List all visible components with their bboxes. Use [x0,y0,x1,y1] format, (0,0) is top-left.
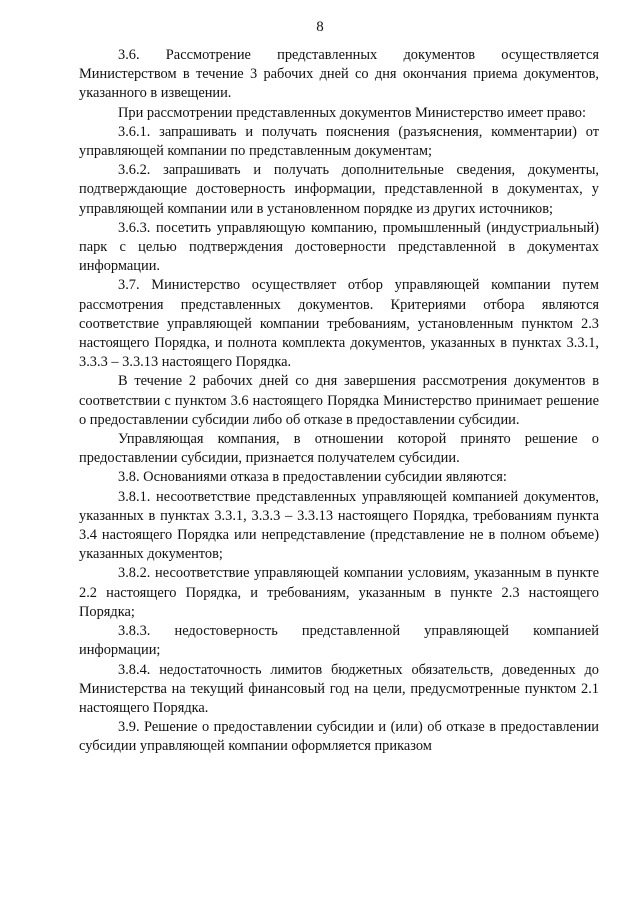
paragraph-3-8-4: 3.8.4. недостаточность лимитов бюджетных обязательств, доведенных до Министерства на текущий финансовый год на цели, предусмотренные пунктом 2.1 настоящего Порядка. [79,661,599,716]
document-body [79,46,599,757]
paragraph-3-6-3: 3.6.3. посетить управляющую компанию, промышленный (индустриальный) парк с целью подтверждения достоверности представленной в документах информации. [79,219,599,275]
paragraph-3-8-1: 3.8.1. несоответствие представленных управляющей компанией документов, указанных в пунктах 3.3.1, 3.3.3 – 3.3.13 настоящего Порядка, требованиям пункта 3.4 настоящего Порядка или непредставление (представление не в полном объеме) указанных документов; [79,488,599,563]
paragraph-decision-deadline: В течение 2 рабочих дней со дня завершения рассмотрения документов в соответствии с пунктом 3.6 настоящего Порядка Министерство принимает решение о предоставлении субсидии либо об отказе в предоставлении субсидии. [79,373,599,428]
paragraph-rights-intro: При рассмотрении представленных документов Министерство имеет право: [118,104,586,121]
paragraph-3-7: 3.7. Министерство осуществляет отбор управляющей компании путем рассмотрения представленных документов. Критериями отбора являются соответствие управляющей компании требованиям, установленным пунктом 2.3 настоящего Порядка, и полнота комплекта документов, указанных в пунктах 3.3.1, 3.3.3 – 3.3.13 настоящего Порядка. [79,277,599,371]
paragraph-3-8-3: 3.8.3. недостоверность представленной управляющей компанией информации; [79,623,599,659]
paragraph-3-9: 3.9. Решение о предоставлении субсидии и (или) об отказе в предоставлении субсидии управляющей компании оформляется приказом [79,719,599,755]
paragraph-recipient: Управляющая компания, в отношении которой принято решение о предоставлении субсидии, признается получателем субсидии. [79,431,599,467]
paragraph-3-6-2: 3.6.2. запрашивать и получать дополнительные сведения, документы, подтверждающие достоверность информации, представленной в документах, у управляющей компании или в установленном порядке из других источников; [79,162,599,217]
paragraph-3-8-2: 3.8.2. несоответствие управляющей компании условиям, указанным в пункте 2.2 настоящего Порядка, и требованиям, указанным в пункте 2.3 настоящего Порядка; [79,565,599,620]
paragraph-3-8: 3.8. Основаниями отказа в предоставлении субсидии являются: [118,469,507,486]
paragraph-3-6-1: 3.6.1. запрашивать и получать пояснения (разъяснения, комментарии) от управляющей компании по представленным документам; [79,123,599,160]
paragraph-3-6: 3.6. Рассмотрение представленных документов осуществляется Министерством в течение 3 рабочих дней со дня окончания приема документов, указанного в извещении. [79,47,599,102]
page-number: 8 [316,19,324,35]
